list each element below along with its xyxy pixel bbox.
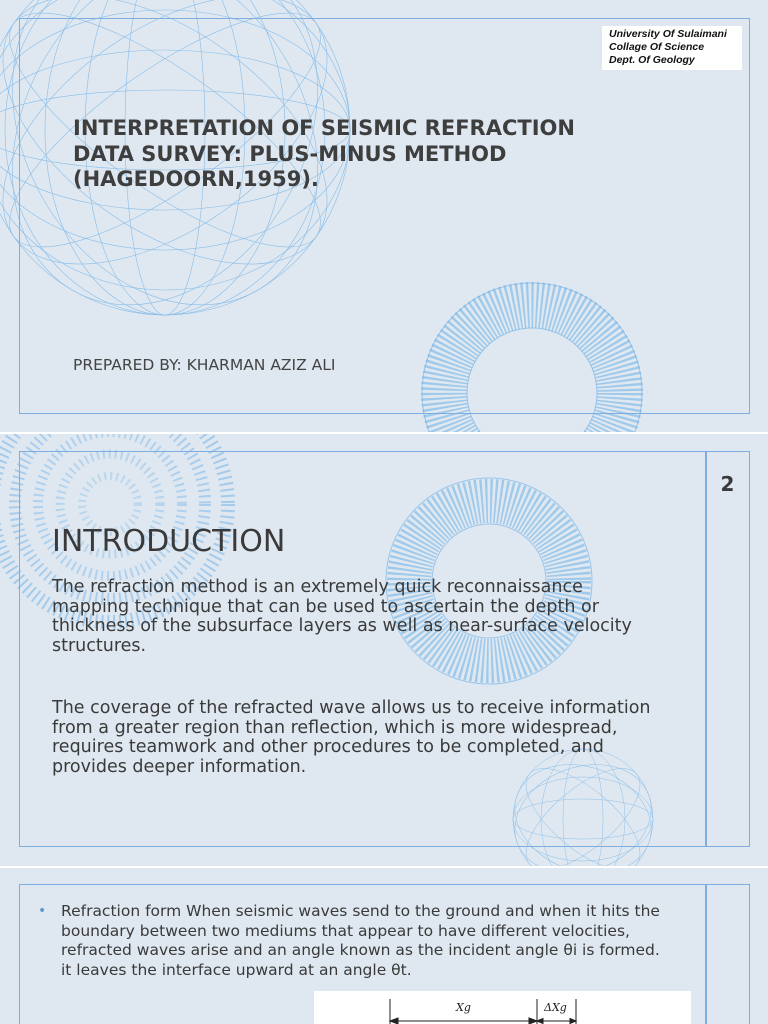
bullet-icon: • [38, 903, 47, 919]
prepared-by: PREPARED BY: KHARMAN AZIZ ALI [73, 356, 336, 374]
xg-label: Xg [456, 1001, 471, 1014]
slide-number-panel [705, 451, 750, 847]
dimension-lines [314, 991, 691, 1024]
slide-number-panel [705, 884, 750, 1024]
refraction-diagram [314, 991, 691, 1024]
college-name: Collage Of Science [609, 41, 705, 53]
delta-xg-label: ΔXg [544, 1001, 567, 1014]
slide-frame [19, 18, 750, 414]
slide-number: 2 [720, 472, 735, 496]
slide-introduction [0, 434, 768, 866]
intro-paragraph: The refraction method is an extremely quick reconnaissance mapping technique that can be used to ascertain the depth or thickness of the subsurface layers as well as near-surface velocity structures. [52, 577, 632, 656]
department-name: Dept. Of Geology [609, 54, 695, 66]
slide-refraction [0, 868, 768, 1024]
bullet-text: Refraction form When seismic waves send to the ground and when it hits the boundary between two mediums that appear to have different velocities, refracted waves arise and an angle known as the incident angle θi is formed. it leaves the interface upward at an angle θt. [61, 902, 660, 979]
slide-title-text: INTERPRETATION OF SEISMIC REFRACTION DATA SURVEY: PLUS-MINUS METHOD (HAGEDOORN,1959). [73, 116, 575, 191]
slide-heading: INTRODUCTION [52, 524, 286, 559]
slide-title [0, 0, 768, 432]
university-label [602, 26, 742, 70]
intro-paragraph: The coverage of the refracted wave allows us to receive information from a greater region than reflection, which is more widespread, requires teamwork and other procedures to be completed, and provides deeper information. [52, 698, 651, 777]
university-name: University Of Sulaimani [609, 28, 727, 40]
